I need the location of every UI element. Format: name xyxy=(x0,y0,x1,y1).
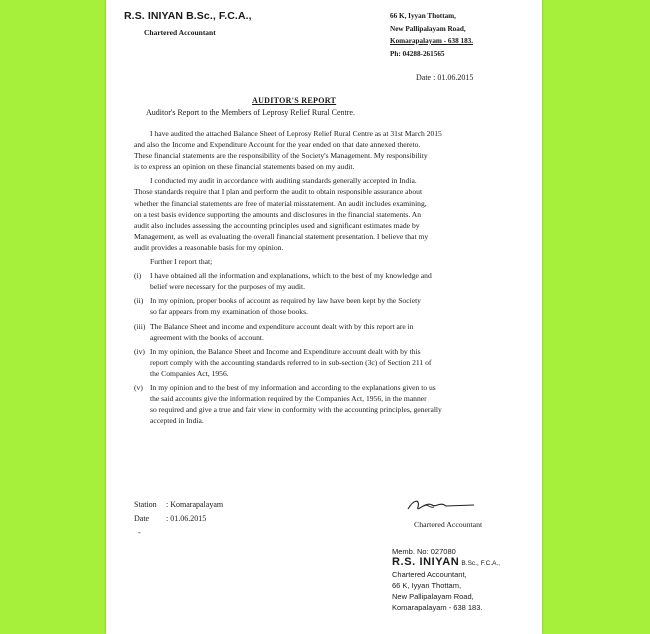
stamp-name-line xyxy=(392,557,500,569)
list-item xyxy=(134,346,519,379)
text-line: and also the Income and Expenditure Account for the year ended on that date annexed thereto. xyxy=(134,140,421,150)
text-line: so far appears from my examination of those books. xyxy=(150,307,308,317)
text-line: In my opinion and to the best of my information and according to the explanations given to us xyxy=(150,382,436,392)
stamp-line: Chartered Accountant, xyxy=(392,570,467,579)
stamp-degrees: B.Sc., F.C.A., xyxy=(461,560,501,567)
stamp-line: 66 K, Iyyan Thottam, xyxy=(392,581,462,590)
text-line: These financial statements are the responsibility of the Society's Management. My responsibility xyxy=(134,151,428,161)
stamp-line: New Pallipalayam Road, xyxy=(392,592,474,601)
text-line: the Companies Act, 1956. xyxy=(150,368,229,378)
station-value: : Komarapalayam xyxy=(166,500,224,509)
paragraph xyxy=(134,175,519,253)
address-line: Komarapalayam - 638 183. xyxy=(390,37,474,45)
date-value: : 01.06.2015 xyxy=(166,514,207,523)
station-line xyxy=(134,500,223,509)
list-item xyxy=(134,321,519,343)
report-title: AUDITOR'S REPORT xyxy=(252,96,337,105)
text-line: agreement with the books of account. xyxy=(150,332,264,342)
text-line: I have obtained all the information and explanations, which to the best of my knowledge and xyxy=(150,271,432,281)
text-line: In my opinion, proper books of account as required by law have been kept by the Society xyxy=(150,296,421,306)
firm-title: Chartered Accountant xyxy=(144,28,216,37)
signatory-title: Chartered Accountant xyxy=(414,520,483,529)
item-number: (ii) xyxy=(134,296,144,306)
text-line: on a test basis evidence supporting the amounts and disclosures in the financial statements. An xyxy=(134,209,422,219)
text-line: is to express an opinion on these financial statements based on my audit. xyxy=(134,162,355,172)
date-line xyxy=(134,514,206,523)
signature-image xyxy=(406,497,476,515)
document-date: Date : 01.06.2015 xyxy=(416,73,474,82)
text-line: Those standards require that I plan and perform the audit to obtain responsible assurance about xyxy=(134,187,423,197)
stamp-line: Komarapalayam - 638 183. xyxy=(392,603,483,612)
paragraph xyxy=(134,128,519,172)
text-line: I conducted my audit in accordance with auditing standards generally accepted in India. xyxy=(150,176,417,186)
item-number: (iv) xyxy=(134,346,145,356)
text-line: whether the financial statements are free of material misstatement. An audit includes examining, xyxy=(134,198,427,208)
text-line: accepted in India. xyxy=(150,416,204,426)
auditor-stamp xyxy=(392,546,500,613)
address-line: 66 K, Iyyan Thottam, xyxy=(390,12,456,20)
further-report-intro: Further I report that; xyxy=(150,257,213,267)
membership-number: Memb. No: 027080 xyxy=(392,547,456,556)
text-line: audit provides a reasonable basis for my opinion. xyxy=(134,242,284,252)
station-label: Station xyxy=(134,500,157,509)
text-line: I have audited the attached Balance Sheet of Leprosy Relief Rural Centre as at 31st March 2015 xyxy=(150,129,442,138)
footer-mark: - xyxy=(138,528,141,537)
item-number: (i) xyxy=(134,271,142,281)
document-page xyxy=(106,0,542,634)
item-number: (v) xyxy=(134,382,143,392)
report-addressee: Auditor's Report to the Members of Leprosy Relief Rural Centre. xyxy=(146,108,355,117)
phone-line: Ph: 04288-261565 xyxy=(390,49,445,58)
stamp-name: R.S. INIYAN xyxy=(392,556,460,568)
item-number: (iii) xyxy=(134,321,146,331)
text-line: In my opinion, the Balance Sheet and Income and Expenditure account dealt with by this xyxy=(150,346,421,356)
text-line: Management, as well as evaluating the overall financial statement presentation. I believe that my xyxy=(134,231,429,241)
list-item xyxy=(134,382,519,426)
firm-name: R.S. INIYAN B.Sc., F.C.A., xyxy=(124,10,252,22)
list-item xyxy=(134,270,519,292)
text-line: report comply with the accounting standards referred to in sub-section (3c) of Section 211 of xyxy=(150,357,432,367)
date-label: Date xyxy=(134,514,150,523)
firm-address xyxy=(390,10,473,60)
text-line: belief were necessary for the purposes of my audit. xyxy=(150,282,305,292)
text-line: The Balance Sheet and income and expenditure account dealt with by this report are in xyxy=(150,321,414,331)
text-line: audit also includes assessing the accounting principles used and significant estimates made by xyxy=(134,220,420,230)
text-line: so required and give a true and fair view in conformity with the accounting principles, generally xyxy=(150,405,442,415)
list-item xyxy=(134,295,519,317)
text-line: the said accounts give the information required by the Companies Act, 1956, in the manner xyxy=(150,394,427,404)
report-body xyxy=(134,128,519,429)
address-line: New Pallipalayam Road, xyxy=(390,24,466,33)
